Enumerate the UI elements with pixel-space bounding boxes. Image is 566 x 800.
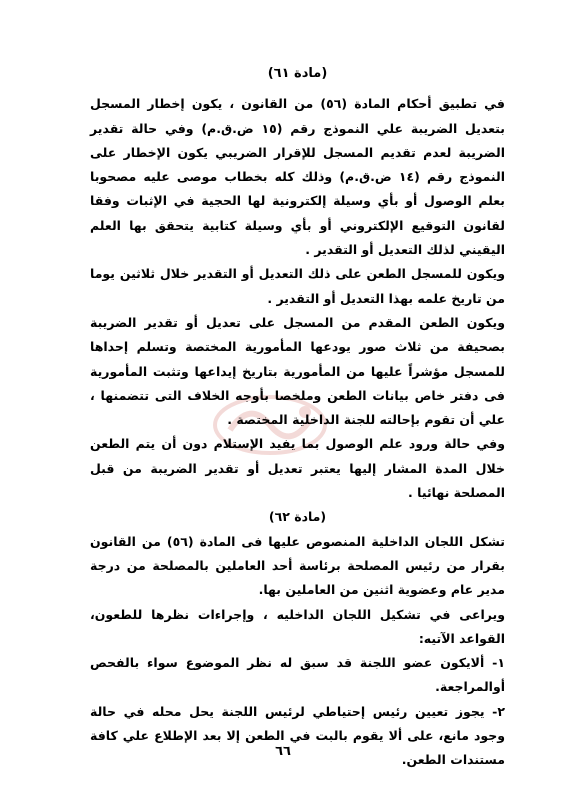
article-62-paragraph-1: تشكل اللجان الداخلية المنصوص عليها فى المادة (٥٦) من القانون بقرار من رئيس المصلحة برئاسة أحد العاملين بالمصلحة من درجة مدير عام وعضوية اثنين من العاملين بها.	[90, 533, 505, 598]
article-61-paragraph-1: في تطبيق أحكام المادة (٥٦) من القانون ، يكون إخطار المسجل بتعديل الضريبة علي النموذج رقم (١٥ ض.ق.م) وفي حالة تقدير الضريبة لعدم تقديم المسجل للإقرار الضريبي يكون الإخطار على النموذج رقم (١٤ ض.ق.م) وذلك كله بخطاب موصى عليه مصحوبا بعلم الوصول أو بأي وسيلة إلكترونية لها الحجية في الإثبات وفقا لقانون التوقيع الإلكتروني أو بأي وسيلة كتابية يتحقق بها العلم اليقيني لذلك التعديل أو التقدير .	[90, 96, 505, 258]
article-61-paragraph-3: ويكون الطعن المقدم من المسجل على تعديل أو تقدير الضريبة بصحيفة من ثلاث صور يودعها المأمورية المختصة وتسلم إحداها للمسجل مؤشراً عليها من المأمورية بتاريخ إيداعها وتثبت المأمورية فى دفتر خاص بيانات الطعن وملخصا بأوجه الخلاف التى تتضمنها ، علي أن تقوم بإحالته للجنة الداخلية المختصة .	[90, 314, 505, 428]
article-61-paragraph-4: وفي حالة ورود علم الوصول بما يفيد الإستلام دون أن يتم الطعن خلال المدة المشار إليها يعتبر تعديل أو تقدير الضريبة من قبل المصلحة نهائيا .	[90, 436, 505, 501]
article-62-item-2: ٢- يجوز تعيين رئيس إحتياطي لرئيس اللجنة يحل محله في حالة وجود مانع، على ألا يقوم بالبت في الطعن إلا بعد الإطلاع علي كافة مستندات الطعن.	[90, 703, 505, 768]
article-62-heading: (مادة ٦٢)	[268, 509, 327, 525]
article-61-heading: (مادة ٦١)	[267, 66, 328, 81]
article-62-item-1: ١- ألايكون عضو اللجنة قد سبق له نظر الموضوع سواء بالفحص أوالمراجعة.	[90, 655, 505, 695]
article-62-paragraph-2: ويراعى في تشكيل اللجان الداخليه ، وإجراءات نظرها للطعون، القواعد الآتيه:	[90, 606, 505, 646]
page-number: ٦٦	[275, 744, 291, 759]
article-61-paragraph-2: ويكون للمسجل الطعن على ذلك التعديل أو التقدير خلال ثلاثين يوما من تاريخ علمه بهذا التعديل أو التقدير .	[90, 266, 505, 306]
document-body	[90, 62, 505, 773]
